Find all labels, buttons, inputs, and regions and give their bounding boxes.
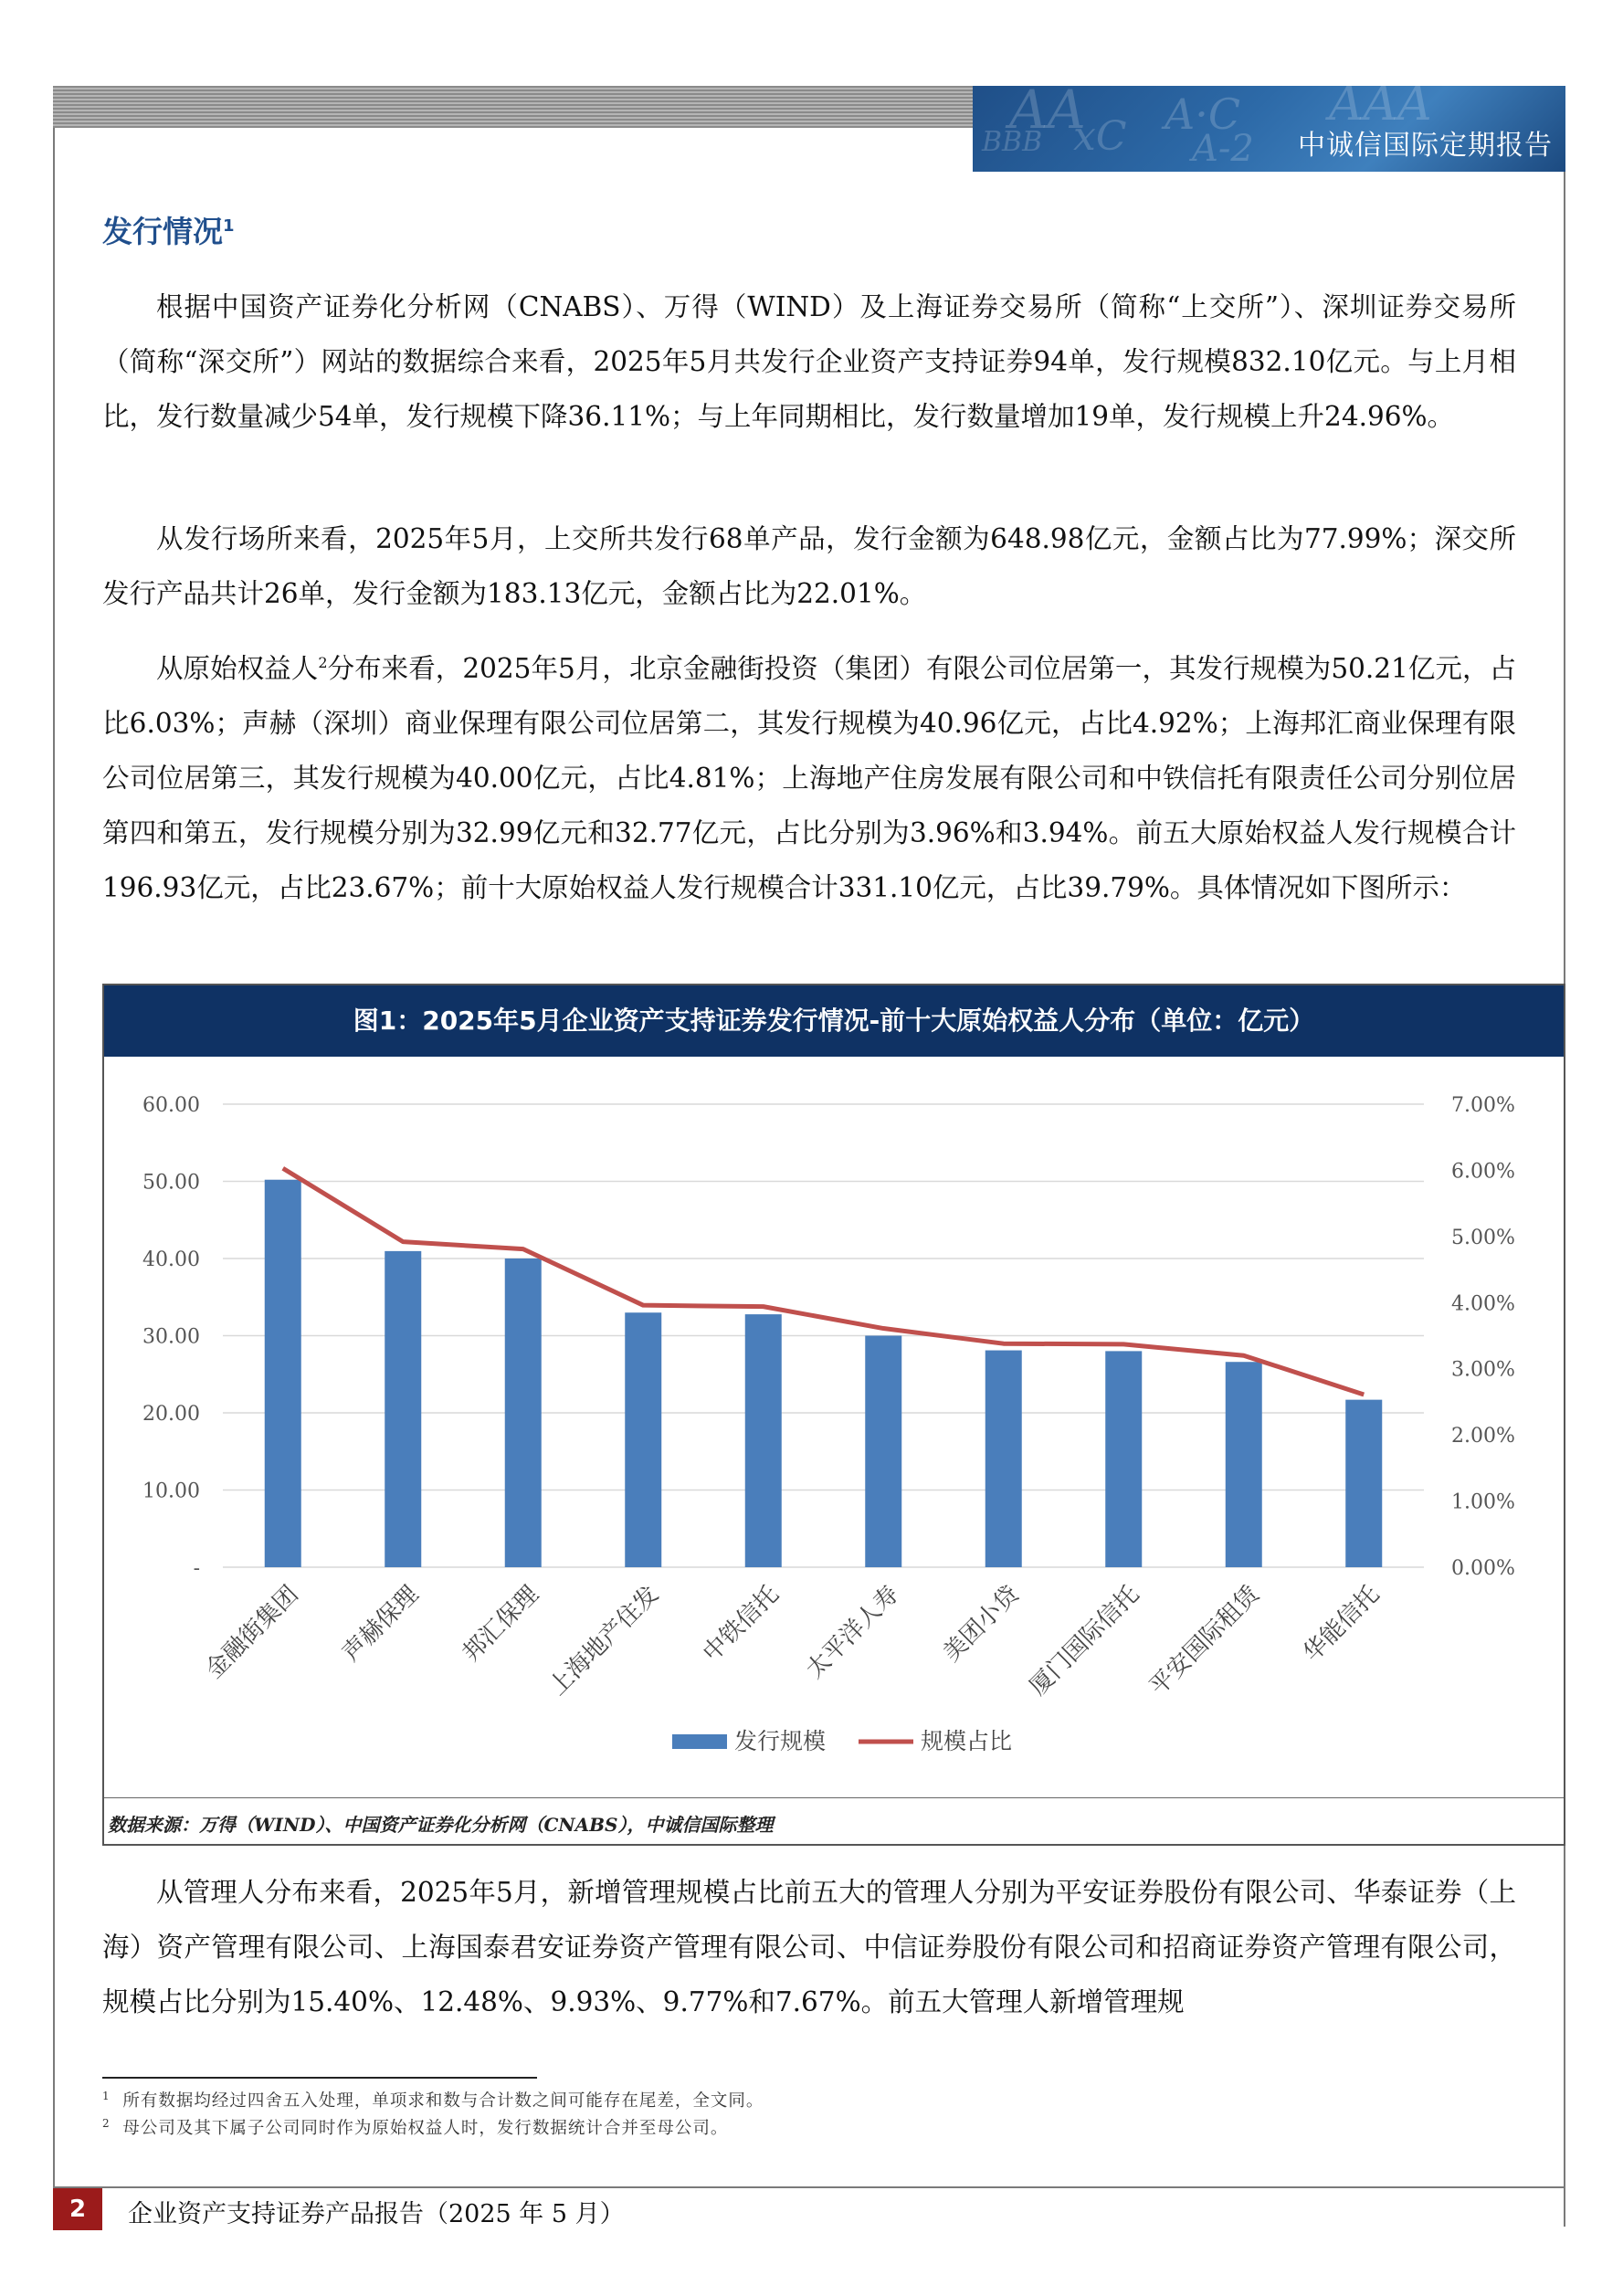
chart-bar: [1105, 1351, 1142, 1567]
paragraph-managers: 从管理人分布来看，2025年5月，新增管理规模占比前五大的管理人分别为平安证券股份有限公司、华泰证券（上海）资产管理有限公司、上海国泰君安证券资产管理有限公司、中信证券股份有限公司和招商证券资产管理有限公司，规模占比分别为15.40%、12.48%、9.93%、9.77%和7.67%。前五大管理人新增管理规: [102, 1877, 1516, 2017]
figure-1: [102, 984, 1565, 1846]
footnote-rule: [102, 2077, 537, 2079]
originator-footnote-mark: 2: [318, 654, 328, 672]
right-axis-tick: 5.00%: [1451, 1226, 1515, 1249]
category-label: 厦门国际信托: [1024, 1580, 1145, 1701]
figure-source: 数据来源：万得（WIND）、中国资产证券化分析网（CNABS），中诚信国际整理: [108, 1814, 774, 1836]
category-label: 邦汇保理: [457, 1580, 544, 1668]
section-title-footnote-mark: 1: [223, 216, 235, 236]
chart-bar: [865, 1336, 901, 1568]
paragraph-venue: 从发行场所来看，2025年5月，上交所共发行68单产品，发行金额为648.98亿元，金额占比为77.99%；深交所发行产品共计26单，发行金额为183.13亿元，金额占比为22.01%。: [102, 523, 1516, 609]
left-axis-tick: 30.00: [142, 1325, 200, 1349]
category-label: 太平洋人寿: [801, 1580, 905, 1684]
frame-bottom-border: [53, 2186, 1565, 2188]
chart-bar: [745, 1314, 782, 1567]
category-label: 平安国际租赁: [1144, 1580, 1265, 1701]
category-label: 金融街集团: [200, 1580, 304, 1684]
category-label: 中铁信托: [697, 1580, 785, 1668]
report-banner: AA A·C AAA BBB xC A-2 中诚信国际定期报告: [973, 86, 1565, 172]
paragraph-originators: 从原始权益人$^2$分布来看，2025年5月，北京金融街投资（集团）有限公司位居第一，其发行规模为50.21亿元，占比6.03%；声赫（深圳）商业保理有限公司位居第二，其发行规模为40.96亿元，占比4.92%；上海邦汇商业保理有限公司位居第三，其发行规模为40.00亿元，占比4.81%；上海地产住房发展有限公司和中铁信托有限责任公司分别位居第四和第五，发行规模分别为32.99亿元和32.77亿元，占比分别为3.96%和3.94%。前五大原始权益人发行规模合计196.93亿元，占比23.67%；前十大原始权益人发行规模合计331.10亿元，占比39.79%。具体情况如下图所示：: [102, 653, 1516, 903]
share-line: [283, 1168, 1365, 1395]
page-number: 2: [53, 2188, 102, 2230]
footnote-2: $^2$ 母公司及其下属子公司同时作为原始权益人时，发行数据统计合并至母公司。: [102, 2116, 729, 2138]
category-label: 上海地产住发: [543, 1580, 665, 1701]
section-title: 发行情况$^1$: [102, 214, 235, 249]
legend-label-bars: 发行规模: [734, 1728, 827, 1754]
left-axis-tick: 10.00: [142, 1480, 200, 1503]
right-axis-tick: 6.00%: [1451, 1160, 1515, 1184]
footnote-1: $^1$ 所有数据均经过四舍五入处理，单项求和数与合计数之间可能存在尾差，全文同。: [102, 2089, 764, 2111]
frame-left-border: [53, 128, 55, 2228]
left-axis-tick: 50.00: [142, 1171, 200, 1195]
left-axis-tick: -: [193, 1557, 200, 1580]
originator-chart: [104, 985, 1564, 1848]
footer-report-title: 企业资产支持证券产品报告（2025 年 5 月）: [128, 2200, 625, 2228]
category-label: 美团小贷: [937, 1580, 1025, 1668]
category-label: 华能信托: [1298, 1580, 1386, 1668]
right-axis-tick: 3.00%: [1451, 1358, 1515, 1382]
right-axis-tick: 1.00%: [1451, 1490, 1515, 1514]
legend-swatch-bars: [672, 1734, 727, 1749]
category-label: 声赫保理: [337, 1580, 425, 1668]
chart-bar: [1345, 1400, 1382, 1567]
chart-bar: [265, 1180, 301, 1567]
left-axis-tick: 40.00: [142, 1248, 200, 1271]
figure-title: 图1：2025年5月企业资产支持证券发行情况-前十大原始权益人分布（单位：亿元）: [104, 985, 1564, 1057]
right-axis-tick: 4.00%: [1451, 1292, 1515, 1316]
left-axis-tick: 60.00: [142, 1094, 200, 1117]
paragraph-overview: 根据中国资产证券化分析网（CNABS）、万得（WIND）及上海证券交易所（简称“上交所”）、深圳证券交易所（简称“深交所”）网站的数据综合来看，2025年5月共发行企业资产支持证券94单，发行规模832.10亿元。与上月相比，发行数量减少54单，发行规模下降36.11%；与上年同期相比，发行数量增加19单，发行规模上升24.96%。: [102, 291, 1516, 432]
left-axis-tick: 20.00: [142, 1403, 200, 1426]
chart-bar: [505, 1259, 542, 1567]
right-axis-tick: 2.00%: [1451, 1425, 1515, 1448]
chart-bar: [1226, 1362, 1262, 1567]
legend-label-line: 规模占比: [921, 1728, 1013, 1754]
figure-source-divider: [104, 1797, 1564, 1798]
banner-title: 中诚信国际定期报告: [1298, 130, 1553, 162]
chart-bar: [385, 1251, 421, 1567]
chart-bar: [625, 1312, 661, 1567]
right-axis-tick: 7.00%: [1451, 1094, 1515, 1117]
right-axis-tick: 0.00%: [1451, 1557, 1515, 1580]
chart-bar: [985, 1351, 1022, 1567]
